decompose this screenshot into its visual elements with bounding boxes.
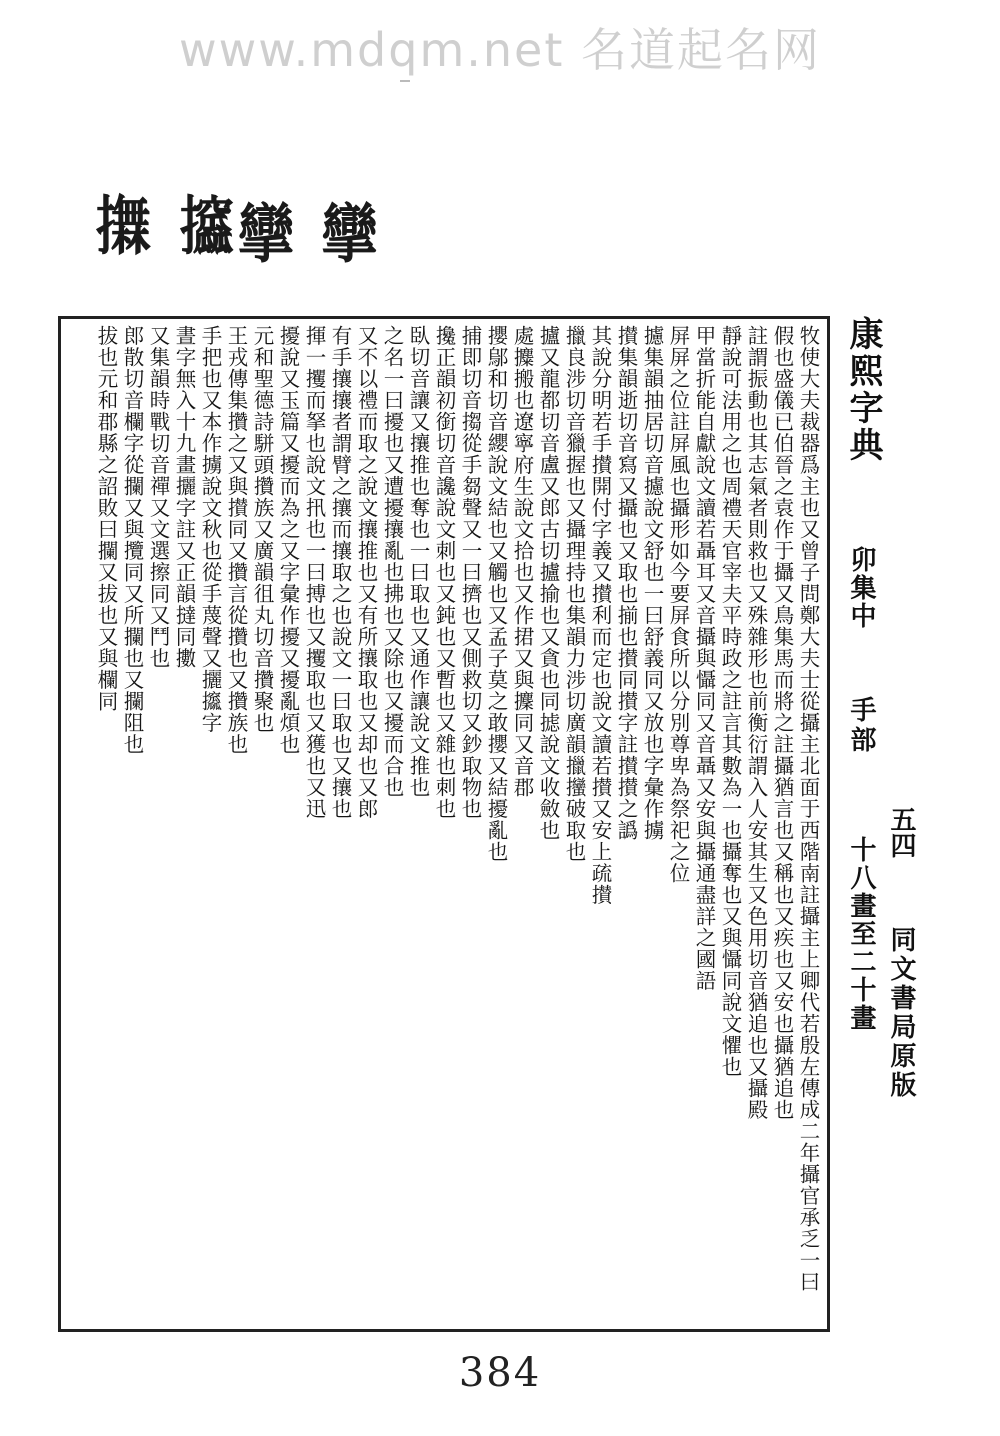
text-column: 其說分明若手攅開付字義又攅利而定也說文讀若攅又安上疏攅	[588, 325, 612, 906]
page-number: 384	[458, 1350, 542, 1396]
text-column: 甲當折能自獻說文讀若聶耳又音攝與懾同又音聶又安與攝通盡詳之國語	[692, 325, 716, 992]
text-column: 又不以禮而取之說文攘推也又有所攘取也又却也又郎	[354, 325, 378, 820]
radical-section: 手部	[846, 696, 876, 756]
text-column: 郎散切音欄字從攔又與攬同又所攔也又攔阻也	[120, 325, 144, 755]
text-column: 攄集韻抽居切音攄說文舒也一曰舒義同又放也字彙作擄	[640, 325, 664, 841]
text-column: 又集韻時戰切音禪又文選擦同又鬥也	[146, 325, 170, 669]
text-column: 捕即切音搊從手芻聲又一曰擠也又側救切又鈔取物也	[458, 325, 482, 820]
seal-script-pair-2: 攣 攣	[238, 196, 382, 273]
text-body	[58, 316, 830, 1332]
watermark-dash	[400, 80, 410, 82]
text-column: 拔也元和郡縣之詔敗曰攔又拔也又與欄同	[94, 325, 118, 712]
text-column: 攖鄔和切音纓說文結也又觸也又孟子莫之敢攖又結擾亂也	[484, 325, 508, 863]
text-column: 註謂振動也其志氣者則救也又殊雜形也前衡衍謂入人安其生又色用切音猶追也又攝殿	[744, 325, 768, 1121]
book-title: 康熙字典	[843, 316, 883, 464]
stroke-range: 十八畫至二十畫	[846, 836, 876, 1032]
text-columns	[93, 325, 821, 1325]
text-column: 屏屏之位註屏風也攝形如今要屏食所以分別尊卑為祭祀之位	[666, 325, 690, 884]
text-column: 擾說又玉篇又擾而為之又字彙作擾又擾亂煩也	[276, 325, 300, 755]
text-column: 攅集韻逝切音寫又攝也又取也揃也攅同攅字註攅攅之譌	[614, 325, 638, 841]
text-column: 之名一曰擾也又遭擾攘亂也拂也又除也又擾而合也	[380, 325, 404, 798]
text-column: 臥切音讓又攘推也奪也一曰取也又通作讓說文推也	[406, 325, 430, 798]
volume-label: 卯集中	[846, 546, 876, 630]
watermark: www.mdqm.net 名道起名网	[178, 23, 822, 77]
seal-script-pair-1: 𢸮 攨	[95, 189, 239, 266]
text-column: 牧使大夫裁器爲主也又曾子問鄭大夫士從攝主北面于西階南註攝主上卿代若殷左傳成二年攝官承乏一曰	[796, 325, 820, 1293]
text-column: 靜說可法用之也周禮天官宰夫平時政之註言其數為一也攝奪也又與懾同說文懼也	[718, 325, 742, 1078]
text-column: 處攗搬也遼寧府生說文拾也又作捃又與攈同又音郡	[510, 325, 534, 798]
page-header	[833, 316, 930, 1332]
text-column: 揮一攫而拏也說文扟也一曰搏也又攫取也又獲也又迅	[302, 325, 326, 820]
text-column: 假也盛儀已伯晉之袁作于攝又鳥集馬而將之註攝猶言也又稱也又疾也又安也攝猶追也	[770, 325, 794, 1121]
text-column: 元和聖德詩駢頭攢族又廣韻徂丸切音攢聚也	[250, 325, 274, 734]
publisher: 同文書局原版	[886, 926, 916, 1100]
page-marker: 五四	[886, 806, 916, 858]
text-column: 王戎傳集攢之又與攅同又攢言從攢也又攢族也	[224, 325, 248, 755]
text-column: 有手攘攘者謂臂之攘而攘取之也說文一曰取也又攘也	[328, 325, 352, 820]
text-column: 攎又龍都切音盧又郎古切攎揄也又貪也同摅說文收斂也	[536, 325, 560, 841]
text-column: 手把也又本作擄說文秋也從手蔑聲又攦攨字	[198, 325, 222, 734]
text-column: 攙正韻初銜切音讒說文刺也又鈍也又暫也又雜也刺也	[432, 325, 456, 820]
text-column: 晝字無入十九畫攦字註又正韻撻同擻	[172, 325, 196, 669]
text-column: 擸良涉切音獵握也又攝理持也集韻力涉切廣韻擸𢺳破取也	[562, 325, 586, 863]
dictionary-page	[58, 316, 930, 1332]
